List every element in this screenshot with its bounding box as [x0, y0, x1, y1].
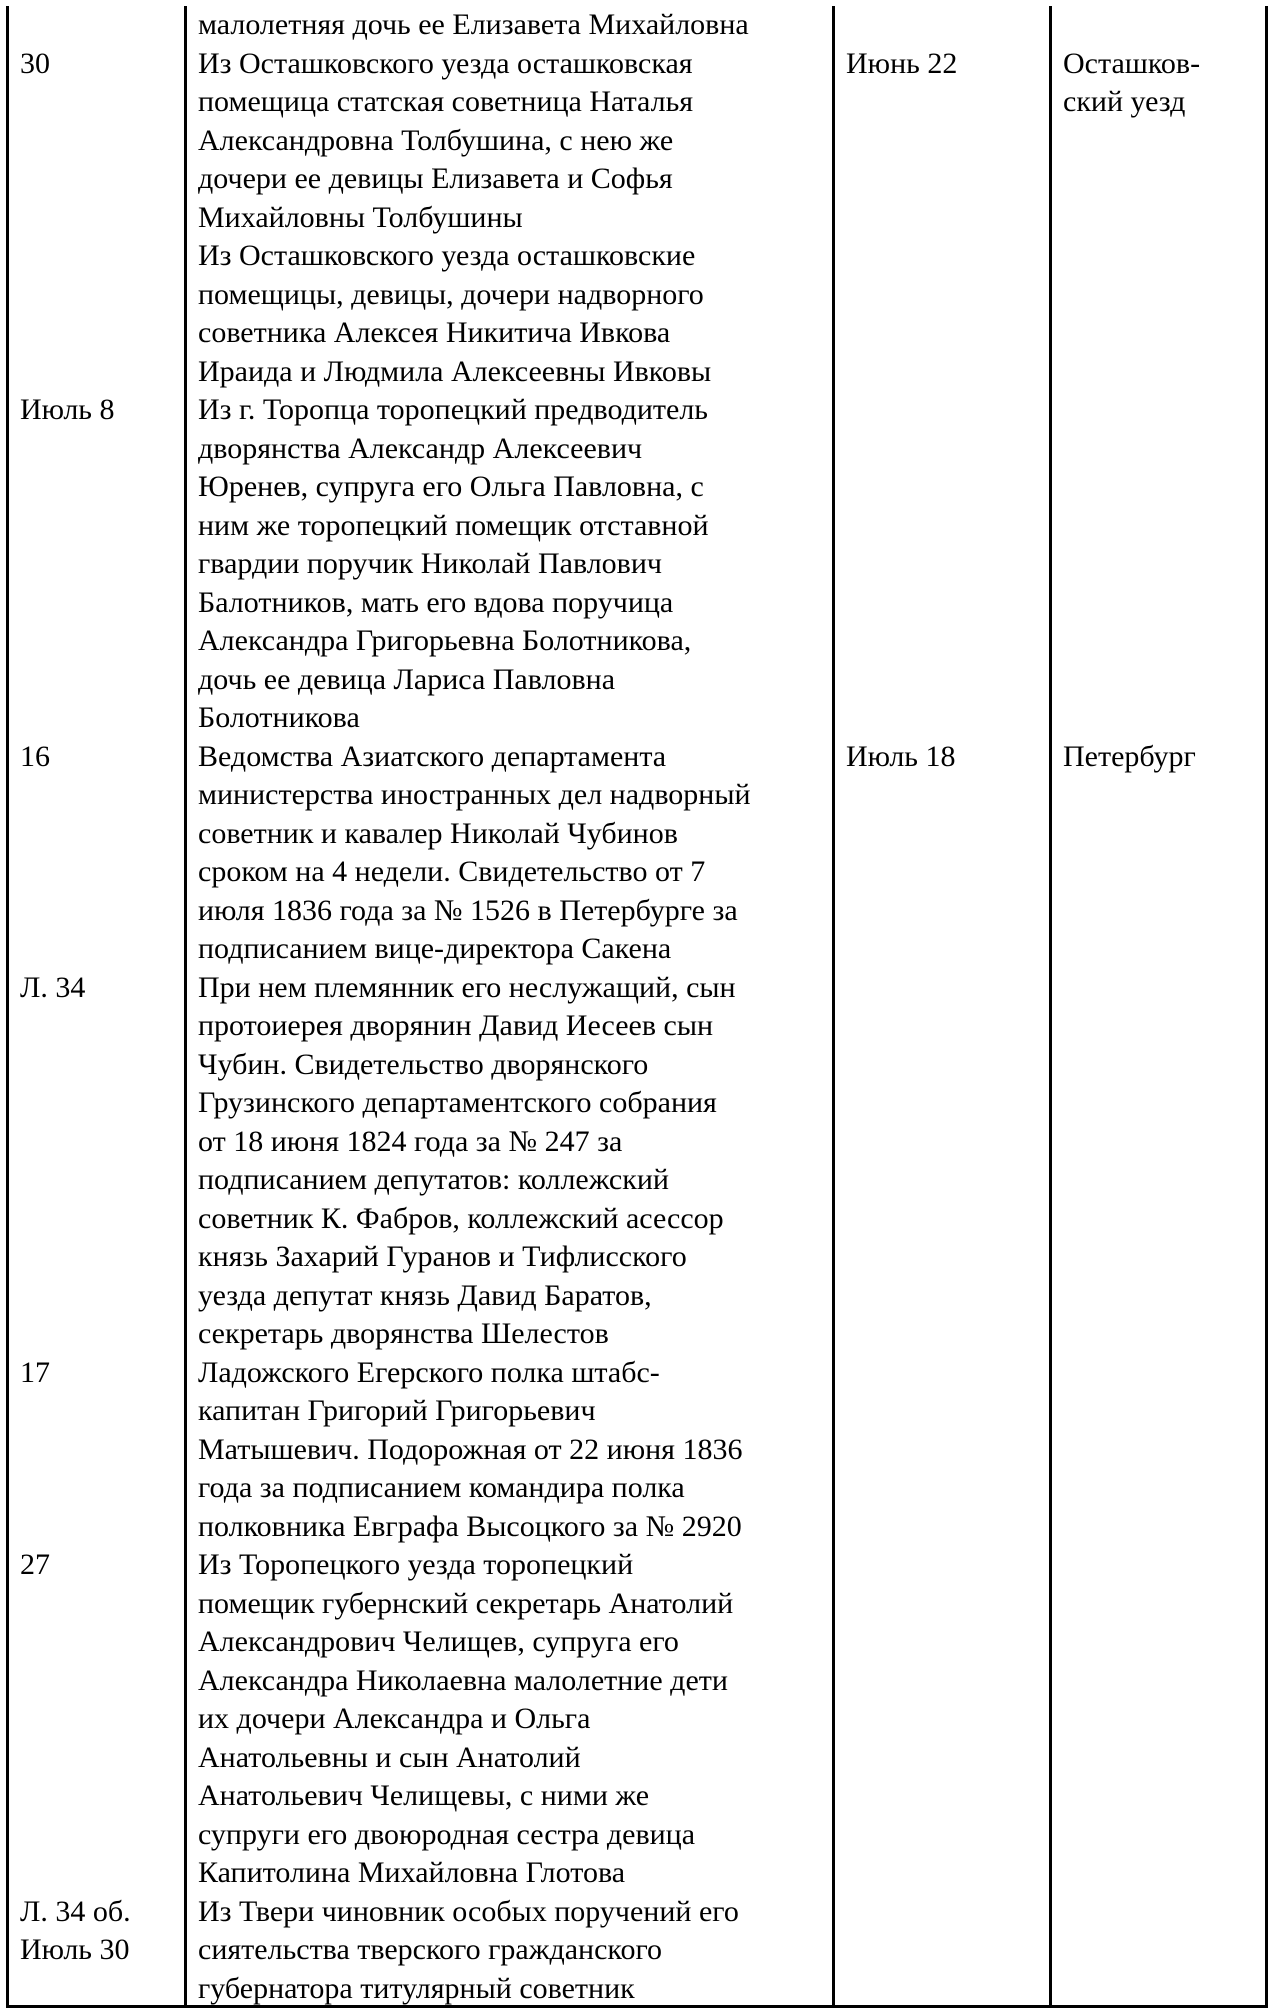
entry-text-cell-line: министерства иностранных дел надворный [198, 778, 751, 811]
entry-text-cell [198, 391, 709, 738]
entry-text-cell-line: советник и кавалер Николай Чубинов [198, 816, 678, 850]
date-cell [20, 738, 50, 777]
entry-text-cell [198, 1354, 742, 1547]
destination-cell-line: Осташков- [1063, 46, 1201, 80]
entry-text-cell-line: Балотников, мать его вдова поручица [198, 585, 674, 619]
entry-text-cell-line: Матышевич. Подорожная от 22 июня 1836 [198, 1432, 743, 1466]
entry-text-cell-line: Юренев, супруга его Ольга Павловна, с [198, 470, 704, 503]
entry-text-cell-line: секретарь дворянства Шелестов [198, 1317, 609, 1350]
entry-text-cell-line: Александра Николаевна малолетние дети [198, 1663, 728, 1697]
entry-text-cell-line: Михайловны Толбушины [198, 200, 523, 234]
arrival-date-cell-line: Июль 18 [846, 739, 956, 773]
date-cell-line: 30 [20, 46, 50, 80]
entry-text-cell-line: Александра Григорьевна Болотникова, [198, 624, 692, 657]
entry-text-cell-line: Анатольевич Челищевы, с ними же [198, 1779, 650, 1812]
column-divider-2 [832, 6, 835, 2007]
entry-text-cell-line: протоиерея дворянин Давид Иесеев сын [198, 1009, 714, 1042]
entry-text-cell-line: капитан Григорий Григорьевич [198, 1394, 596, 1427]
entry-text-cell-line: ним же торопецкий помещик отставной [198, 508, 709, 542]
entry-text-cell-line: помещица статская советница Наталья [198, 85, 694, 118]
entry-text-cell-line: Капитолина Михайловна Глотова [198, 1856, 626, 1889]
destination-cell-line: ский уезд [1063, 85, 1186, 118]
date-cell-line: 16 [20, 739, 50, 773]
entry-text-cell-line: сроком на 4 недели. Свидетельство от 7 [198, 855, 706, 888]
column-divider-1 [184, 6, 187, 2007]
entry-text-cell-line: При нем племянник его неслужащий, сын [198, 970, 736, 1004]
entry-text-cell-line: Из Осташковского уезда осташковские [198, 239, 696, 272]
entry-text-cell-line: Из Твери чиновник особых поручений его [198, 1894, 739, 1928]
entry-text-cell-line: советник К. Фабров, коллежский асессор [198, 1201, 724, 1235]
entry-text-cell-line: Ладожского Егерского полка штабс- [198, 1355, 660, 1389]
date-cell-line: Л. 34 об. [20, 1894, 131, 1928]
date-cell [20, 1893, 131, 1970]
entry-text-cell [198, 969, 736, 1354]
entry-text-cell-line: малолетняя дочь ее Елизавета Михайловна [198, 8, 749, 41]
entry-text-cell-line: Александровна Толбушина, с нею же [198, 123, 674, 157]
entry-text-cell-line: Ведомства Азиатского департамента [198, 739, 667, 773]
date-cell [20, 45, 50, 84]
entry-text-cell-line: сиятельства тверского гражданского [198, 1933, 663, 1966]
entry-text-cell-line: Грузинского департаментского собрания [198, 1086, 717, 1119]
entry-text-cell-line: полковника Евграфа Высоцкого за № 2920 [198, 1509, 742, 1543]
entry-text-cell-line: Александрович Челищев, супруга его [198, 1625, 679, 1658]
entry-text-cell-line: советника Алексея Никитича Ивкова [198, 316, 671, 349]
entry-text-cell-line: дочь ее девица Лариса Павловна [198, 662, 616, 696]
arrival-date-cell [846, 738, 955, 777]
entry-text-cell [198, 738, 751, 969]
entry-text-cell-line: Из Осташковского уезда осташковская [198, 46, 693, 80]
entry-text-cell [198, 45, 693, 238]
date-cell-line: Л. 34 [20, 970, 86, 1004]
entry-text-cell [198, 6, 749, 45]
entry-text-cell-line: гвардии поручик Николай Павлович [198, 547, 662, 580]
date-cell [20, 391, 114, 430]
entry-text-cell-line: дочери ее девицы Елизавета и Софья [198, 162, 673, 195]
entry-text-cell-line: супруги его двоюродная сестра девица [198, 1817, 696, 1851]
date-cell-line: 27 [20, 1548, 50, 1581]
date-cell [20, 1354, 50, 1393]
destination-cell-line: Петербург [1063, 739, 1196, 773]
entry-text-cell-line: их дочери Александра и Ольга [198, 1702, 591, 1735]
entry-text-cell-line: июля 1836 года за № 1526 в Петербурге за [198, 893, 738, 927]
entry-text-cell-line: подписанием депутатов: коллежский [198, 1163, 669, 1196]
table-border-right [1265, 6, 1268, 2007]
date-cell [20, 969, 85, 1008]
entry-text-cell-line: губернатора титулярный советник [198, 1971, 635, 2005]
entry-text-cell-line: помещицы, девицы, дочери надворного [198, 277, 704, 311]
arrival-date-cell [846, 45, 957, 84]
entry-text-cell-line: дворянства Александр Алексеевич [198, 431, 643, 465]
column-divider-3 [1049, 6, 1052, 2007]
entry-text-cell-line: Чубин. Свидетельство дворянского [198, 1047, 649, 1081]
entry-text-cell-line: Из Торопецкого уезда торопецкий [198, 1548, 634, 1581]
date-cell [20, 1546, 50, 1585]
entry-text-cell-line: уезда депутат князь Давид Баратов, [198, 1278, 652, 1312]
entry-text-cell-line: Болотникова [198, 701, 360, 734]
entry-text-cell-line: князь Захарий Гуранов и Тифлисского [198, 1240, 687, 1273]
entry-text-cell [198, 1893, 739, 2008]
entry-text-cell-line: подписанием вице-директора Сакена [198, 932, 672, 965]
entry-text-cell-line: Ираида и Людмила Алексеевны Ивковы [198, 354, 712, 388]
destination-cell [1063, 738, 1196, 777]
date-cell-line: Июль 8 [20, 393, 115, 426]
entry-text-cell [198, 237, 711, 391]
date-cell-line: 17 [20, 1355, 50, 1389]
table-border-left [6, 6, 9, 2007]
date-cell-line: Июль 30 [20, 1933, 130, 1966]
entry-text-cell [198, 1546, 733, 1893]
entry-text-cell-line: Из г. Торопца торопецкий предводитель [198, 393, 708, 426]
entry-text-cell-line: года за подписанием командира полка [198, 1471, 685, 1504]
entry-text-cell-line: помещик губернский секретарь Анатолий [198, 1586, 734, 1620]
arrival-date-cell-line: Июнь 22 [846, 46, 958, 80]
entry-text-cell-line: Анатольевны и сын Анатолий [198, 1740, 581, 1774]
entry-text-cell-line: от 18 июня 1824 года за № 247 за [198, 1124, 623, 1158]
destination-cell [1063, 45, 1200, 122]
